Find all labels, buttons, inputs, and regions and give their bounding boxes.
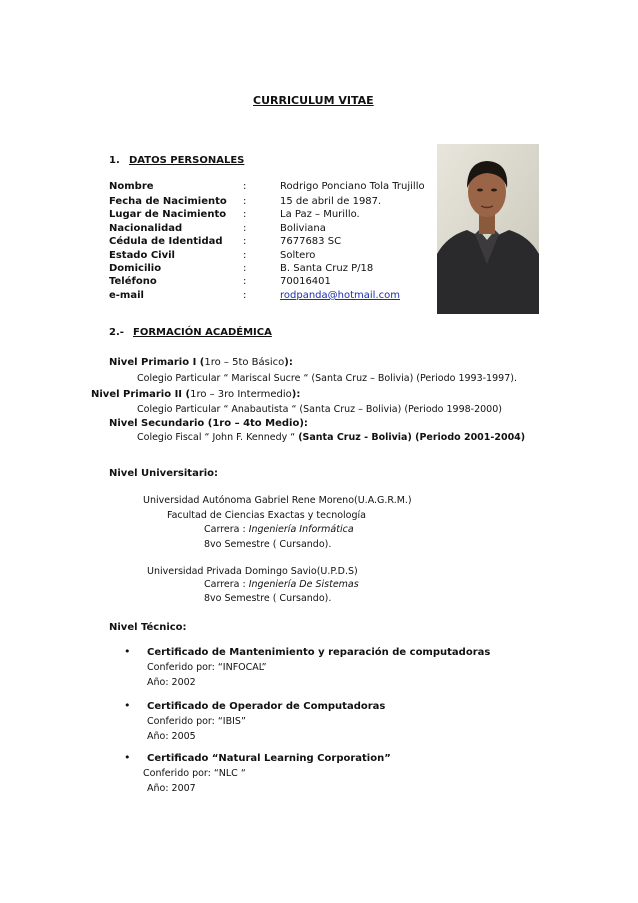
- primario-1-line: [109, 357, 293, 368]
- primario-1-paren-open: (: [196, 357, 205, 368]
- certificate-1-title: Certificado de Mantenimiento y reparación de computadoras: [147, 647, 491, 658]
- primario-1-range: 1ro – 5to Básico: [204, 357, 285, 368]
- label-lugar-nacimiento: Lugar de Nacimiento: [109, 209, 227, 220]
- value-nacionalidad: Boliviana: [280, 223, 326, 234]
- colon-telefono: :: [243, 276, 247, 287]
- primario-2-paren-open: (: [182, 389, 191, 400]
- certificate-3-year: Año: 2007: [147, 783, 196, 794]
- label-nombre: Nombre: [109, 181, 154, 192]
- primario-2-school: Colegio Particular “ Anabautista “ (Santa Cruz – Bolivia) (Periodo 1998-2000): [137, 404, 502, 415]
- universitario-label: Nivel Universitario:: [109, 468, 219, 479]
- label-estado-civil: Estado Civil: [109, 250, 175, 261]
- uni-1-semester: 8vo Semestre ( Cursando).: [204, 539, 332, 550]
- certificate-2-bullet: •: [124, 699, 131, 712]
- value-fecha-nacimiento: 15 de abril de 1987.: [280, 196, 382, 207]
- page-title: CURRICULUM VITAE: [253, 94, 374, 107]
- label-fecha-nacimiento: Fecha de Nacimiento: [109, 196, 227, 207]
- primario-2-line: [91, 389, 300, 400]
- secundario-school-line: [137, 432, 525, 443]
- uni-1-faculty: Facultad de Ciencias Exactas y tecnología: [167, 510, 366, 521]
- primario-2-range: 1ro – 3ro Intermedio: [190, 389, 292, 400]
- certificate-2-year: Año: 2005: [147, 731, 196, 742]
- email-link[interactable]: rodpanda@hotmail.com: [280, 290, 400, 301]
- uni-1-career: Ingeniería Informática: [248, 524, 354, 535]
- uni-1-career-prefix: Carrera :: [204, 524, 249, 535]
- certificate-3-bullet: •: [124, 751, 131, 764]
- uni-2-career-line: [204, 579, 359, 590]
- label-domicilio: Domicilio: [109, 263, 162, 274]
- colon-estado-civil: :: [243, 250, 247, 261]
- secundario-period: (Santa Cruz - Bolivia) (Periodo 2001-2004): [298, 432, 526, 443]
- uni-2-semester: 8vo Semestre ( Cursando).: [204, 593, 332, 604]
- certificate-2-title: Certificado de Operador de Computadoras: [147, 701, 386, 712]
- secundario-label: Nivel Secundario (1ro – 4to Medio):: [109, 418, 308, 429]
- label-telefono: Teléfono: [109, 276, 157, 287]
- colon-nombre: :: [243, 181, 247, 192]
- primario-2-paren-close: ):: [291, 389, 301, 400]
- value-domicilio: B. Santa Cruz P/18: [280, 263, 374, 274]
- colon-cedula-identidad: :: [243, 236, 247, 247]
- value-telefono: 70016401: [280, 276, 331, 287]
- section-academic-number: 2.-: [109, 327, 124, 338]
- certificate-1-year: Año: 2002: [147, 677, 196, 688]
- value-lugar-nacimiento: La Paz – Murillo.: [280, 209, 360, 220]
- uni-1-career-line: [204, 524, 354, 535]
- tecnico-label: Nivel Técnico:: [109, 622, 187, 633]
- certificate-3-issuer: Conferido por: “NLC “: [143, 768, 246, 779]
- label-email: e-mail: [109, 290, 144, 301]
- certificate-1-issuer: Conferido por: “INFOCAL”: [147, 662, 267, 673]
- secundario-school: Colegio Fiscal “ John F. Kennedy “: [137, 432, 299, 443]
- section-personal-heading: DATOS PERSONALES: [129, 155, 245, 166]
- colon-lugar-nacimiento: :: [243, 209, 247, 220]
- primario-1-school: Colegio Particular “ Mariscal Sucre “ (Santa Cruz – Bolivia) (Periodo 1993-1997).: [137, 373, 517, 384]
- section-personal-number: 1.: [109, 155, 120, 166]
- colon-email: :: [243, 290, 247, 301]
- section-academic-heading: FORMACIÓN ACADÉMICA: [133, 327, 272, 338]
- uni-2-career-prefix: Carrera :: [204, 579, 249, 590]
- colon-fecha-nacimiento: :: [243, 196, 247, 207]
- primario-1-label: Nivel Primario I: [109, 357, 197, 368]
- value-estado-civil: Soltero: [280, 250, 316, 261]
- primario-1-paren-close: ):: [284, 357, 293, 368]
- person-portrait-image: [437, 144, 539, 314]
- value-cedula-identidad: 7677683 SC: [280, 236, 342, 247]
- profile-photo: [437, 144, 539, 314]
- certificate-2-issuer: Conferido por: “IBIS”: [147, 716, 246, 727]
- uni-2-career: Ingeniería De Sistemas: [248, 579, 359, 590]
- primario-2-label: Nivel Primario II: [91, 389, 183, 400]
- uni-2-name: Universidad Privada Domingo Savio(U.P.D.S): [147, 566, 358, 577]
- uni-1-name: Universidad Autónoma Gabriel Rene Moreno(U.A.G.R.M.): [143, 495, 412, 506]
- certificate-1-bullet: •: [124, 645, 131, 658]
- value-nombre: Rodrigo Ponciano Tola Trujillo: [280, 181, 425, 192]
- label-cedula-identidad: Cédula de Identidad: [109, 236, 223, 247]
- certificate-3-title: Certificado “Natural Learning Corporation”: [147, 753, 391, 764]
- colon-domicilio: :: [243, 263, 247, 274]
- colon-nacionalidad: :: [243, 223, 247, 234]
- label-nacionalidad: Nacionalidad: [109, 223, 183, 234]
